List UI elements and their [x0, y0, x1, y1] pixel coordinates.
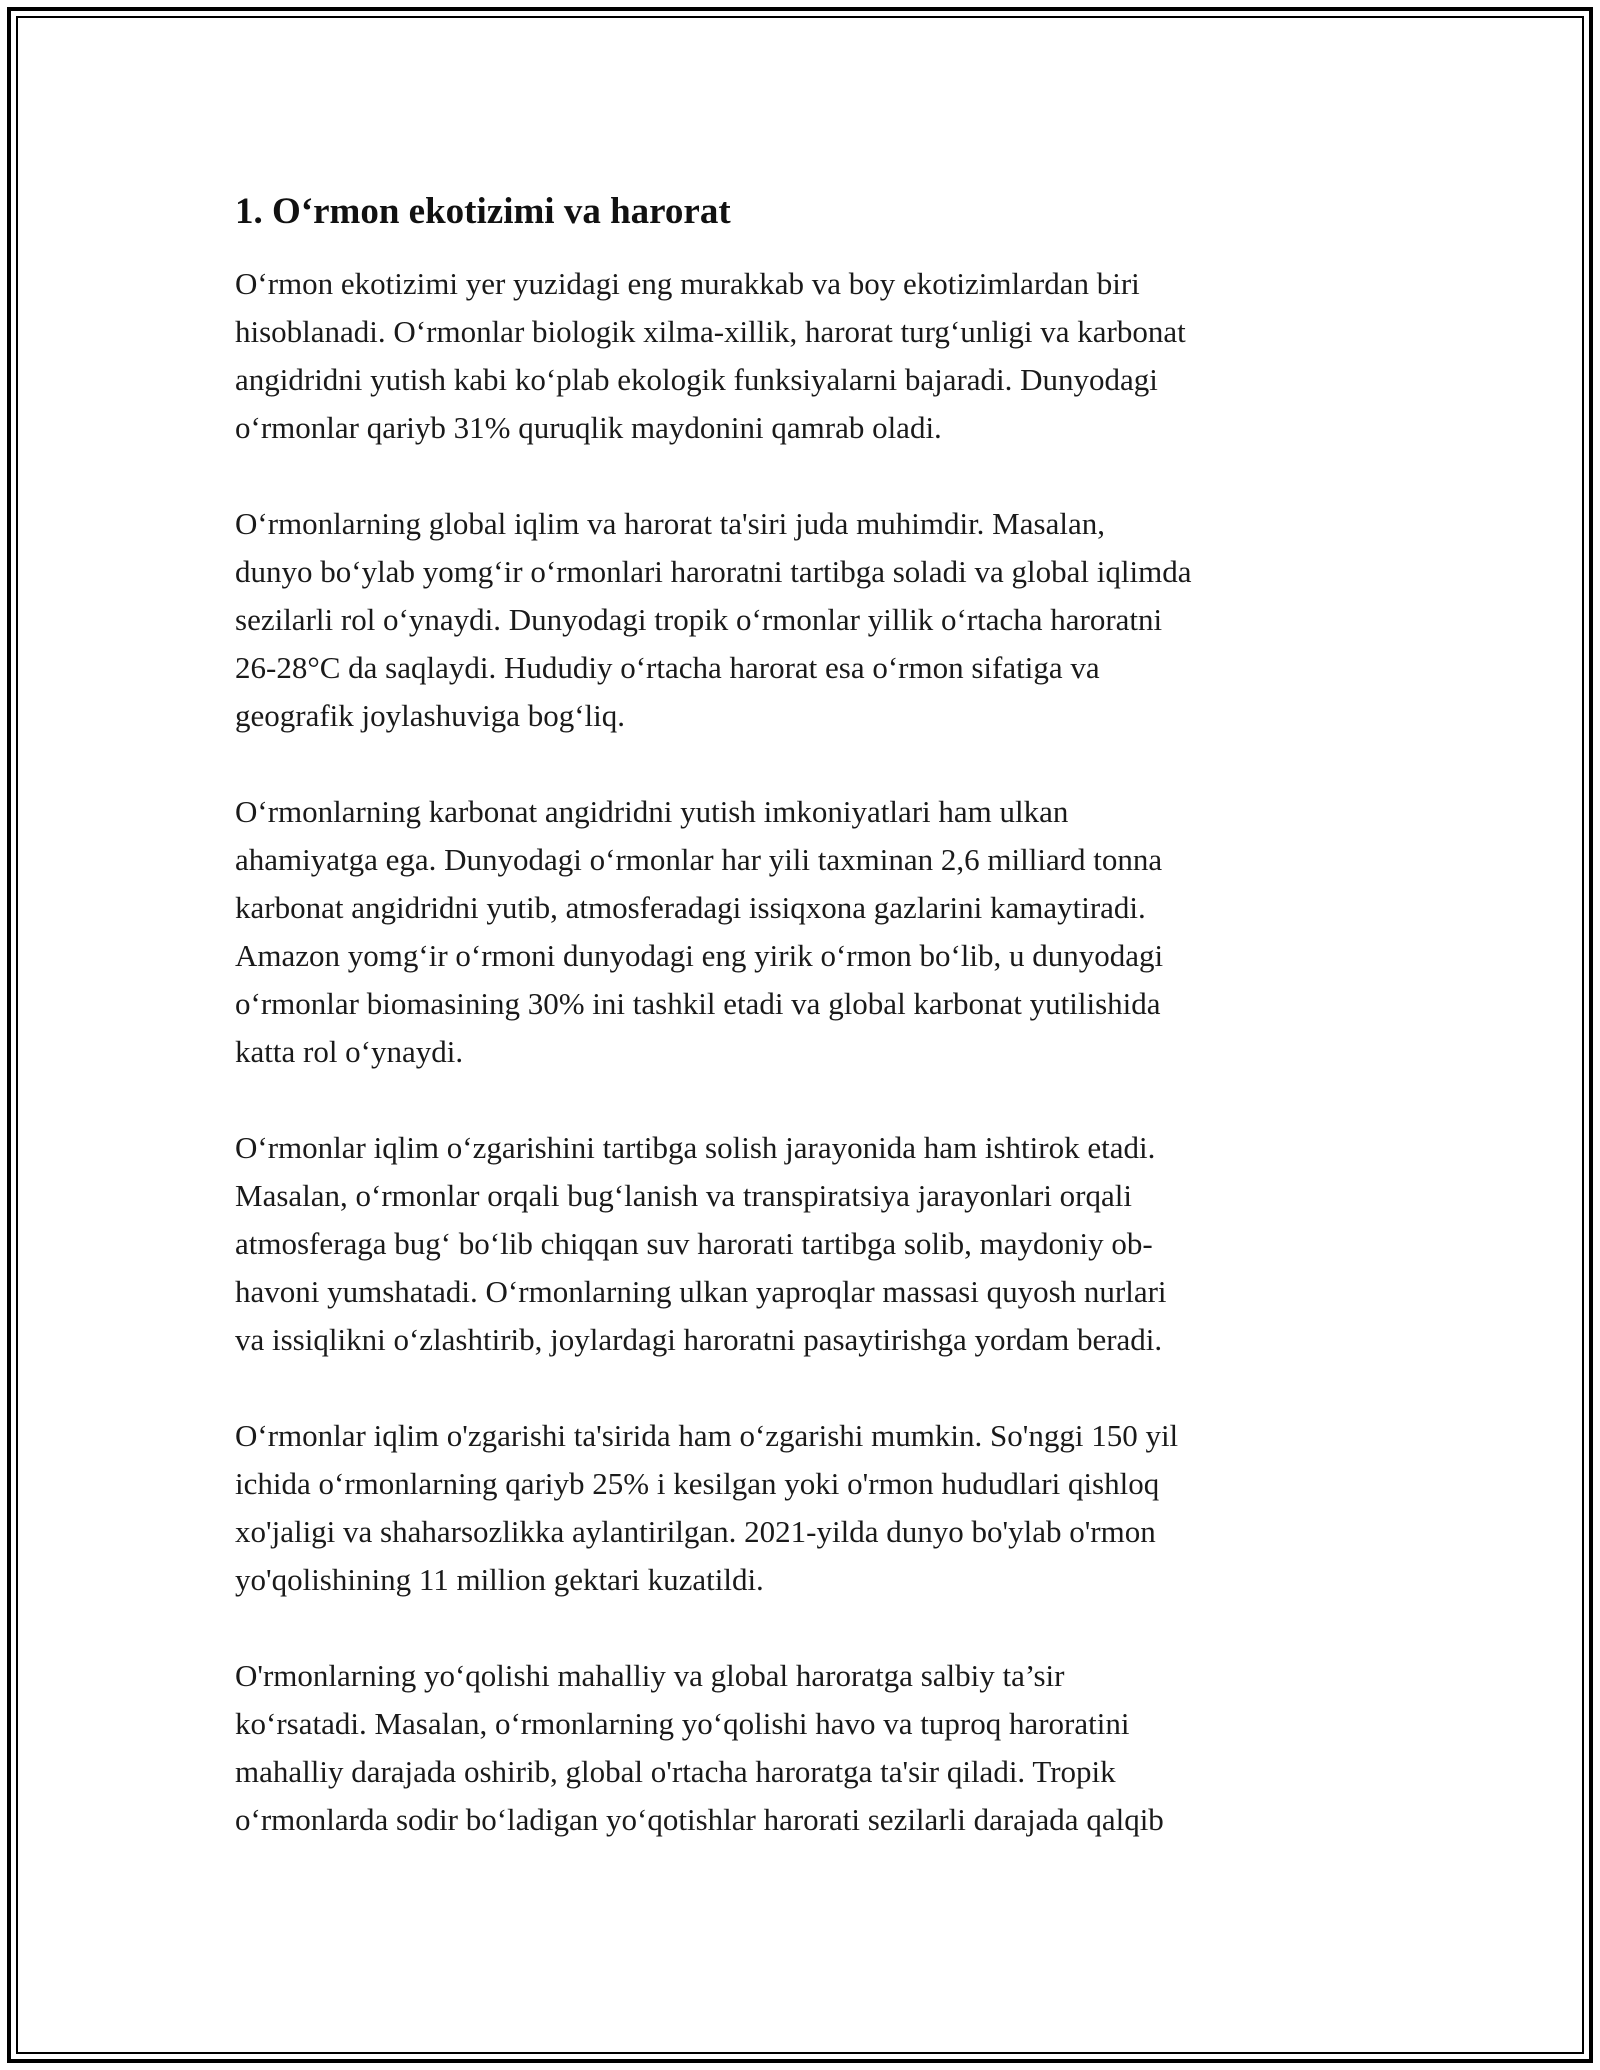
text-line: ichida o‘rmonlarning qariyb 25% i kesilgan yoki o'rmon hududlari qishloq	[235, 1466, 1160, 1501]
text-line: sezilarli rol o‘ynaydi. Dunyodagi tropik o‘rmonlar yillik o‘rtacha haroratni	[235, 602, 1163, 637]
text-line: karbonat angidridni yutib, atmosferadagi issiqxona gazlarini kamaytiradi.	[235, 890, 1146, 925]
text-line: 26-28°C da saqlaydi. Hududiy o‘rtacha harorat esa o‘rmon sifatiga va	[235, 650, 1100, 685]
text-line: O‘rmonlar iqlim o'zgarishi ta'sirida ham o‘zgarishi mumkin. So'nggi 150 yil	[235, 1418, 1179, 1453]
text-line: o‘rmonlar qariyb 31% quruqlik maydonini qamrab oladi.	[235, 410, 942, 445]
text-line: O‘rmonlar iqlim o‘zgarishini tartibga solish jarayonida ham ishtirok etadi.	[235, 1130, 1156, 1165]
text-line: O‘rmonlarning karbonat angidridni yutish imkoniyatlari ham ulkan	[235, 794, 1069, 829]
text-line: havoni yumshatadi. O‘rmonlarning ulkan yaproqlar massasi quyosh nurlari	[235, 1274, 1167, 1309]
text-line: dunyo bo‘ylab yomg‘ir o‘rmonlari haroratni tartibga soladi va global iqlimda	[235, 554, 1192, 589]
paragraph-2	[235, 500, 1375, 740]
text-line: geografik joylashuviga bog‘liq.	[235, 698, 625, 733]
text-line: katta rol o‘ynaydi.	[235, 1034, 464, 1069]
section-heading: 1. O‘rmon ekotizimi va harorat	[235, 191, 731, 232]
text-line: Masalan, o‘rmonlar orqali bug‘lanish va transpiratsiya jarayonlari orqali	[235, 1178, 1132, 1213]
paragraph-5	[235, 1412, 1375, 1604]
text-line: O'rmonlarning yo‘qolishi mahalliy va global haroratga salbiy ta’sir	[235, 1658, 1065, 1693]
text-line: ko‘rsatadi. Masalan, o‘rmonlarning yo‘qolishi havo va tuproq haroratini	[235, 1706, 1130, 1741]
paragraph-6	[235, 1652, 1375, 1844]
text-line: o‘rmonlarda sodir bo‘ladigan yo‘qotishlar harorati sezilarli darajada qalqib	[235, 1802, 1164, 1837]
paragraph-4	[235, 1124, 1375, 1364]
paragraph-3	[235, 788, 1375, 1076]
paragraph-1	[235, 260, 1375, 452]
text-line: xo'jaligi va shaharsozlikka aylantirilgan. 2021-yilda dunyo bo'ylab o'rmon	[235, 1514, 1156, 1549]
text-line: o‘rmonlar biomasining 30% ini tashkil etadi va global karbonat yutilishida	[235, 986, 1161, 1021]
text-line: ahamiyatga ega. Dunyodagi o‘rmonlar har yili taxminan 2,6 milliard tonna	[235, 842, 1163, 877]
text-line: hisoblanadi. O‘rmonlar biologik xilma-xillik, harorat turg‘unligi va karbonat	[235, 314, 1186, 349]
text-line: O‘rmonlarning global iqlim va harorat ta'siri juda muhimdir. Masalan,	[235, 506, 1105, 541]
text-line: O‘rmon ekotizimi yer yuzidagi eng murakkab va boy ekotizimlardan biri	[235, 266, 1140, 301]
text-line: va issiqlikni o‘zlashtirib, joylardagi haroratni pasaytirishga yordam beradi.	[235, 1322, 1163, 1357]
text-line: yo'qolishining 11 million gektari kuzatildi.	[235, 1562, 764, 1597]
text-line: atmosferaga bug‘ bo‘lib chiqqan suv harorati tartibga solib, maydoniy ob-	[235, 1226, 1153, 1261]
text-line: mahalliy darajada oshirib, global o'rtacha haroratga ta'sir qiladi. Tropik	[235, 1754, 1116, 1789]
document-body	[235, 188, 1375, 1892]
text-line: angidridni yutish kabi ko‘plab ekologik funksiyalarni bajaradi. Dunyodagi	[235, 362, 1158, 397]
text-line: Amazon yomg‘ir o‘rmoni dunyodagi eng yirik o‘rmon bo‘lib, u dunyodagi	[235, 938, 1164, 973]
